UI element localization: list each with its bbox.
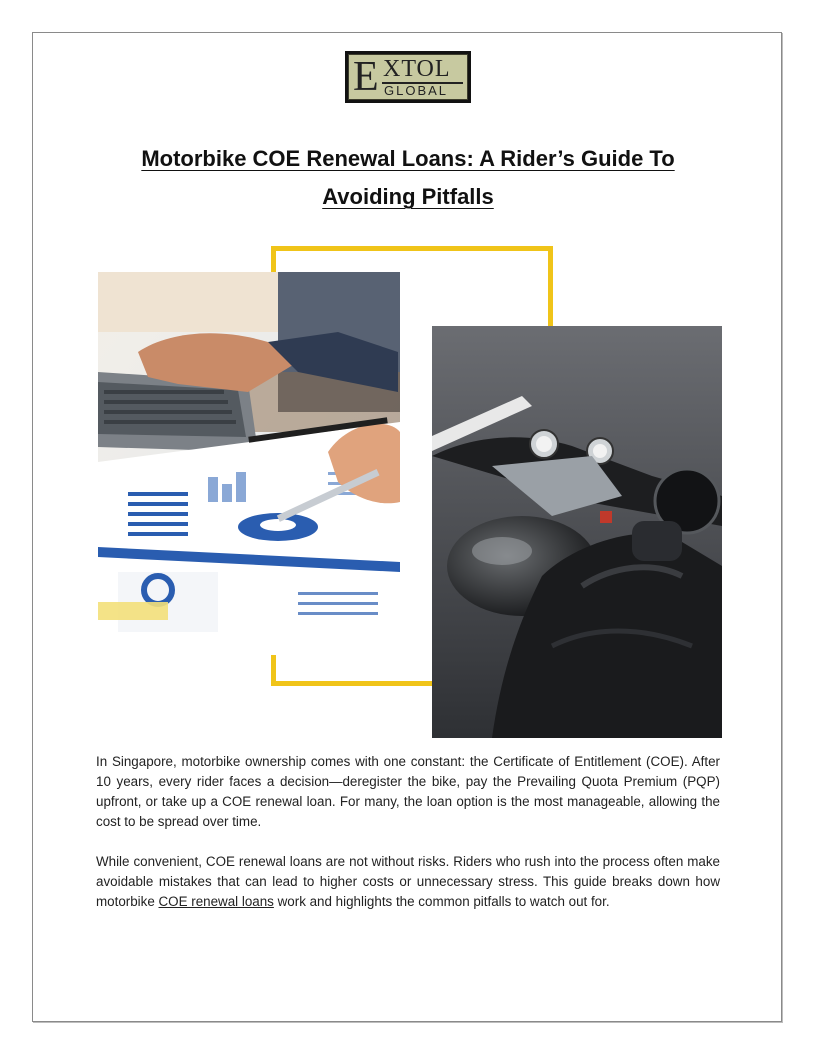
article-body [96,752,720,932]
article-title [98,140,718,216]
logo-bottom-text: GLOBAL [384,83,449,98]
coe-renewal-loans-link[interactable]: COE renewal loans [158,894,274,909]
logo-letter-e: E [353,54,379,100]
title-line-2: Avoiding Pitfalls [322,184,494,209]
business-photo-illustration [98,272,400,655]
logo-plate [348,54,468,100]
extol-global-logo [345,51,471,103]
second-paragraph-text-end: work and highlights the common pitfalls to watch out for. [273,894,610,909]
second-paragraph [96,852,720,912]
logo-top-text: XTOL [383,56,451,82]
intro-paragraph: In Singapore, motorbike ownership comes with one constant: the Certificate of Entitlement (COE). After 10 years, every rider faces a decision—deregister the bike, pay the Prevailing Quota Premium (PQP) upfront, or take up a COE renewal loan. For many, the loan option is the most manageable, allowing the cost to be spread over time. [96,754,720,829]
title-line-1: Motorbike COE Renewal Loans: A Rider’s Guide To [141,146,675,171]
motorbike-photo-illustration [432,326,722,738]
second-paragraph-text-start: While convenient, COE renewal loans are not without risks. Riders who rush into the process often make avoidable mistakes that can lead to higher costs or unnecessary stress. This guide breaks down how motorbike [96,854,720,909]
business-documents-photo [98,272,400,655]
motorbike-rider-photo [432,326,722,738]
